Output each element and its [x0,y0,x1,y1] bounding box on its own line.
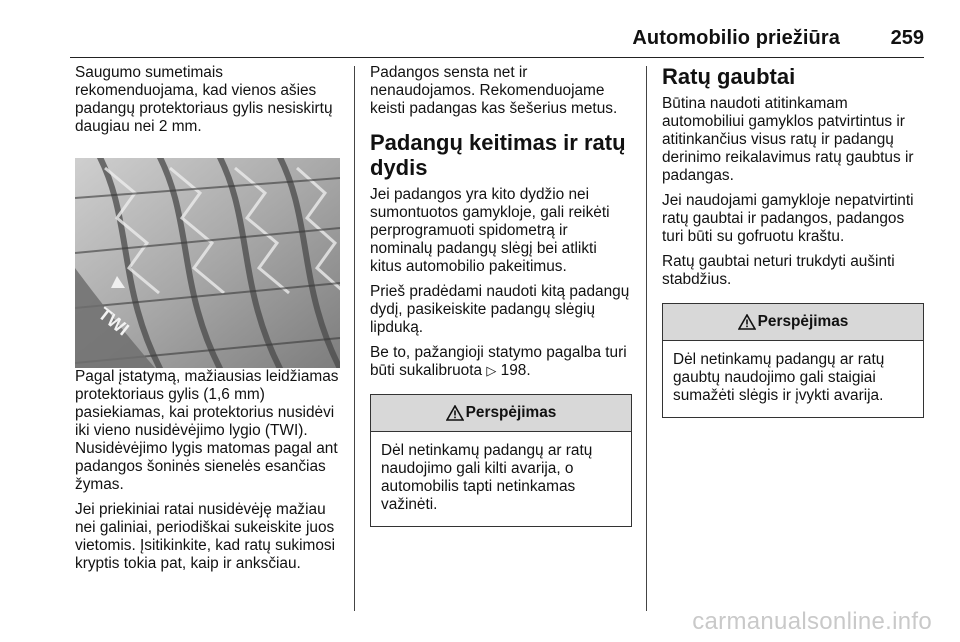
page-number: 259 [890,27,924,49]
tire-tread-figure [75,158,340,368]
page-header [70,25,924,58]
column-3 [662,64,924,418]
paragraph: Būtina naudoti atitinkamam automobiliui gamyklos patvirtintus ir atitinkančius visus ratų ir padangų derinimo reikalavimus ratų gaubtus ir padangas. [662,95,914,184]
warning-box [662,303,924,418]
paragraph: Saugumo sumetimais rekomenduojama, kad vienos ašies padangų protektoriaus gylis nesiskirtų daugiau nei 2 mm. [75,64,333,135]
paragraph-text: Be to, pažangioji statymo pagalba turi būti sukalibruota [370,344,627,379]
warning-title: Perspėjimas [465,404,557,421]
paragraph: Jei naudojami gamykloje nepatvirtinti ratų gaubtai ir padangos, padangos turi būti su gofruotu kraštu. [662,192,914,245]
tire-tread-illustration [75,158,340,368]
column-1 [75,64,347,580]
warning-header [371,395,631,432]
page-reference-link[interactable]: 198. [500,362,531,379]
warning-header [663,304,923,341]
header-title: Automobilio priežiūra [632,27,840,49]
column-divider-2 [646,66,647,611]
paragraph: Prieš pradėdami naudoti kitą padangų dydį, pasikeiskite padangų slėgių lipduką. [370,283,630,336]
warning-title: Perspėjimas [757,313,849,330]
column-2 [370,64,632,527]
paragraph: Ratų gaubtai neturi trukdyti aušinti stabdžius. [662,253,895,288]
warning-box [370,394,632,527]
paragraph: Pagal įstatymą, mažiausias leidžiamas protektoriaus gylis (1,6 mm) pasiekiamas, kai protektorius nusidėvi iki vieno nusidėvėjimo lygio (TWI). Nusidėvėjimo lygis matomas pagal ant padangos šoninės sienelės esančias žymas. [75,368,339,493]
section-heading: Ratų gaubtai [662,64,796,89]
paragraph: Jei padangos yra kito dydžio nei sumontuotos gamykloje, gali reikėti perprogramuoti spidometrą ir nominalų padangų slėgį bei atlikti kitus automobilio pakeitimus. [370,186,610,275]
reference-arrow-icon: ▷ [486,363,497,378]
watermark: carmanualsonline.info [692,608,932,635]
paragraph: Padangos sensta net ir nenaudojamos. Rekomenduojame keisti padangas kas šešerius metus. [370,64,618,117]
paragraph [370,344,632,380]
warning-text: Dėl netinkamų padangų ar ratų naudojimo gali kilti avarija, o automobilis tapti netinkamas važinėti. [381,442,593,513]
section-heading: Padangų keitimas ir ratų dydis [370,130,626,180]
warning-triangle-icon [738,314,756,330]
column-divider-1 [354,66,355,611]
paragraph: Jei priekiniai ratai nusidėvėję mažiau nei galiniai, periodiškai sukeiskite juos vietomis. Įsitikinkite, kad ratų sukimosi kryptis tokia pat, kaip ir anksčiau. [75,501,336,572]
twi-label: TWI [94,303,133,340]
warning-triangle-icon [446,405,464,421]
warning-text: Dėl netinkamų padangų ar ratų gaubtų naudojimo gali staigiai sumažėti slėgis ir įvykti avarija. [673,351,885,404]
